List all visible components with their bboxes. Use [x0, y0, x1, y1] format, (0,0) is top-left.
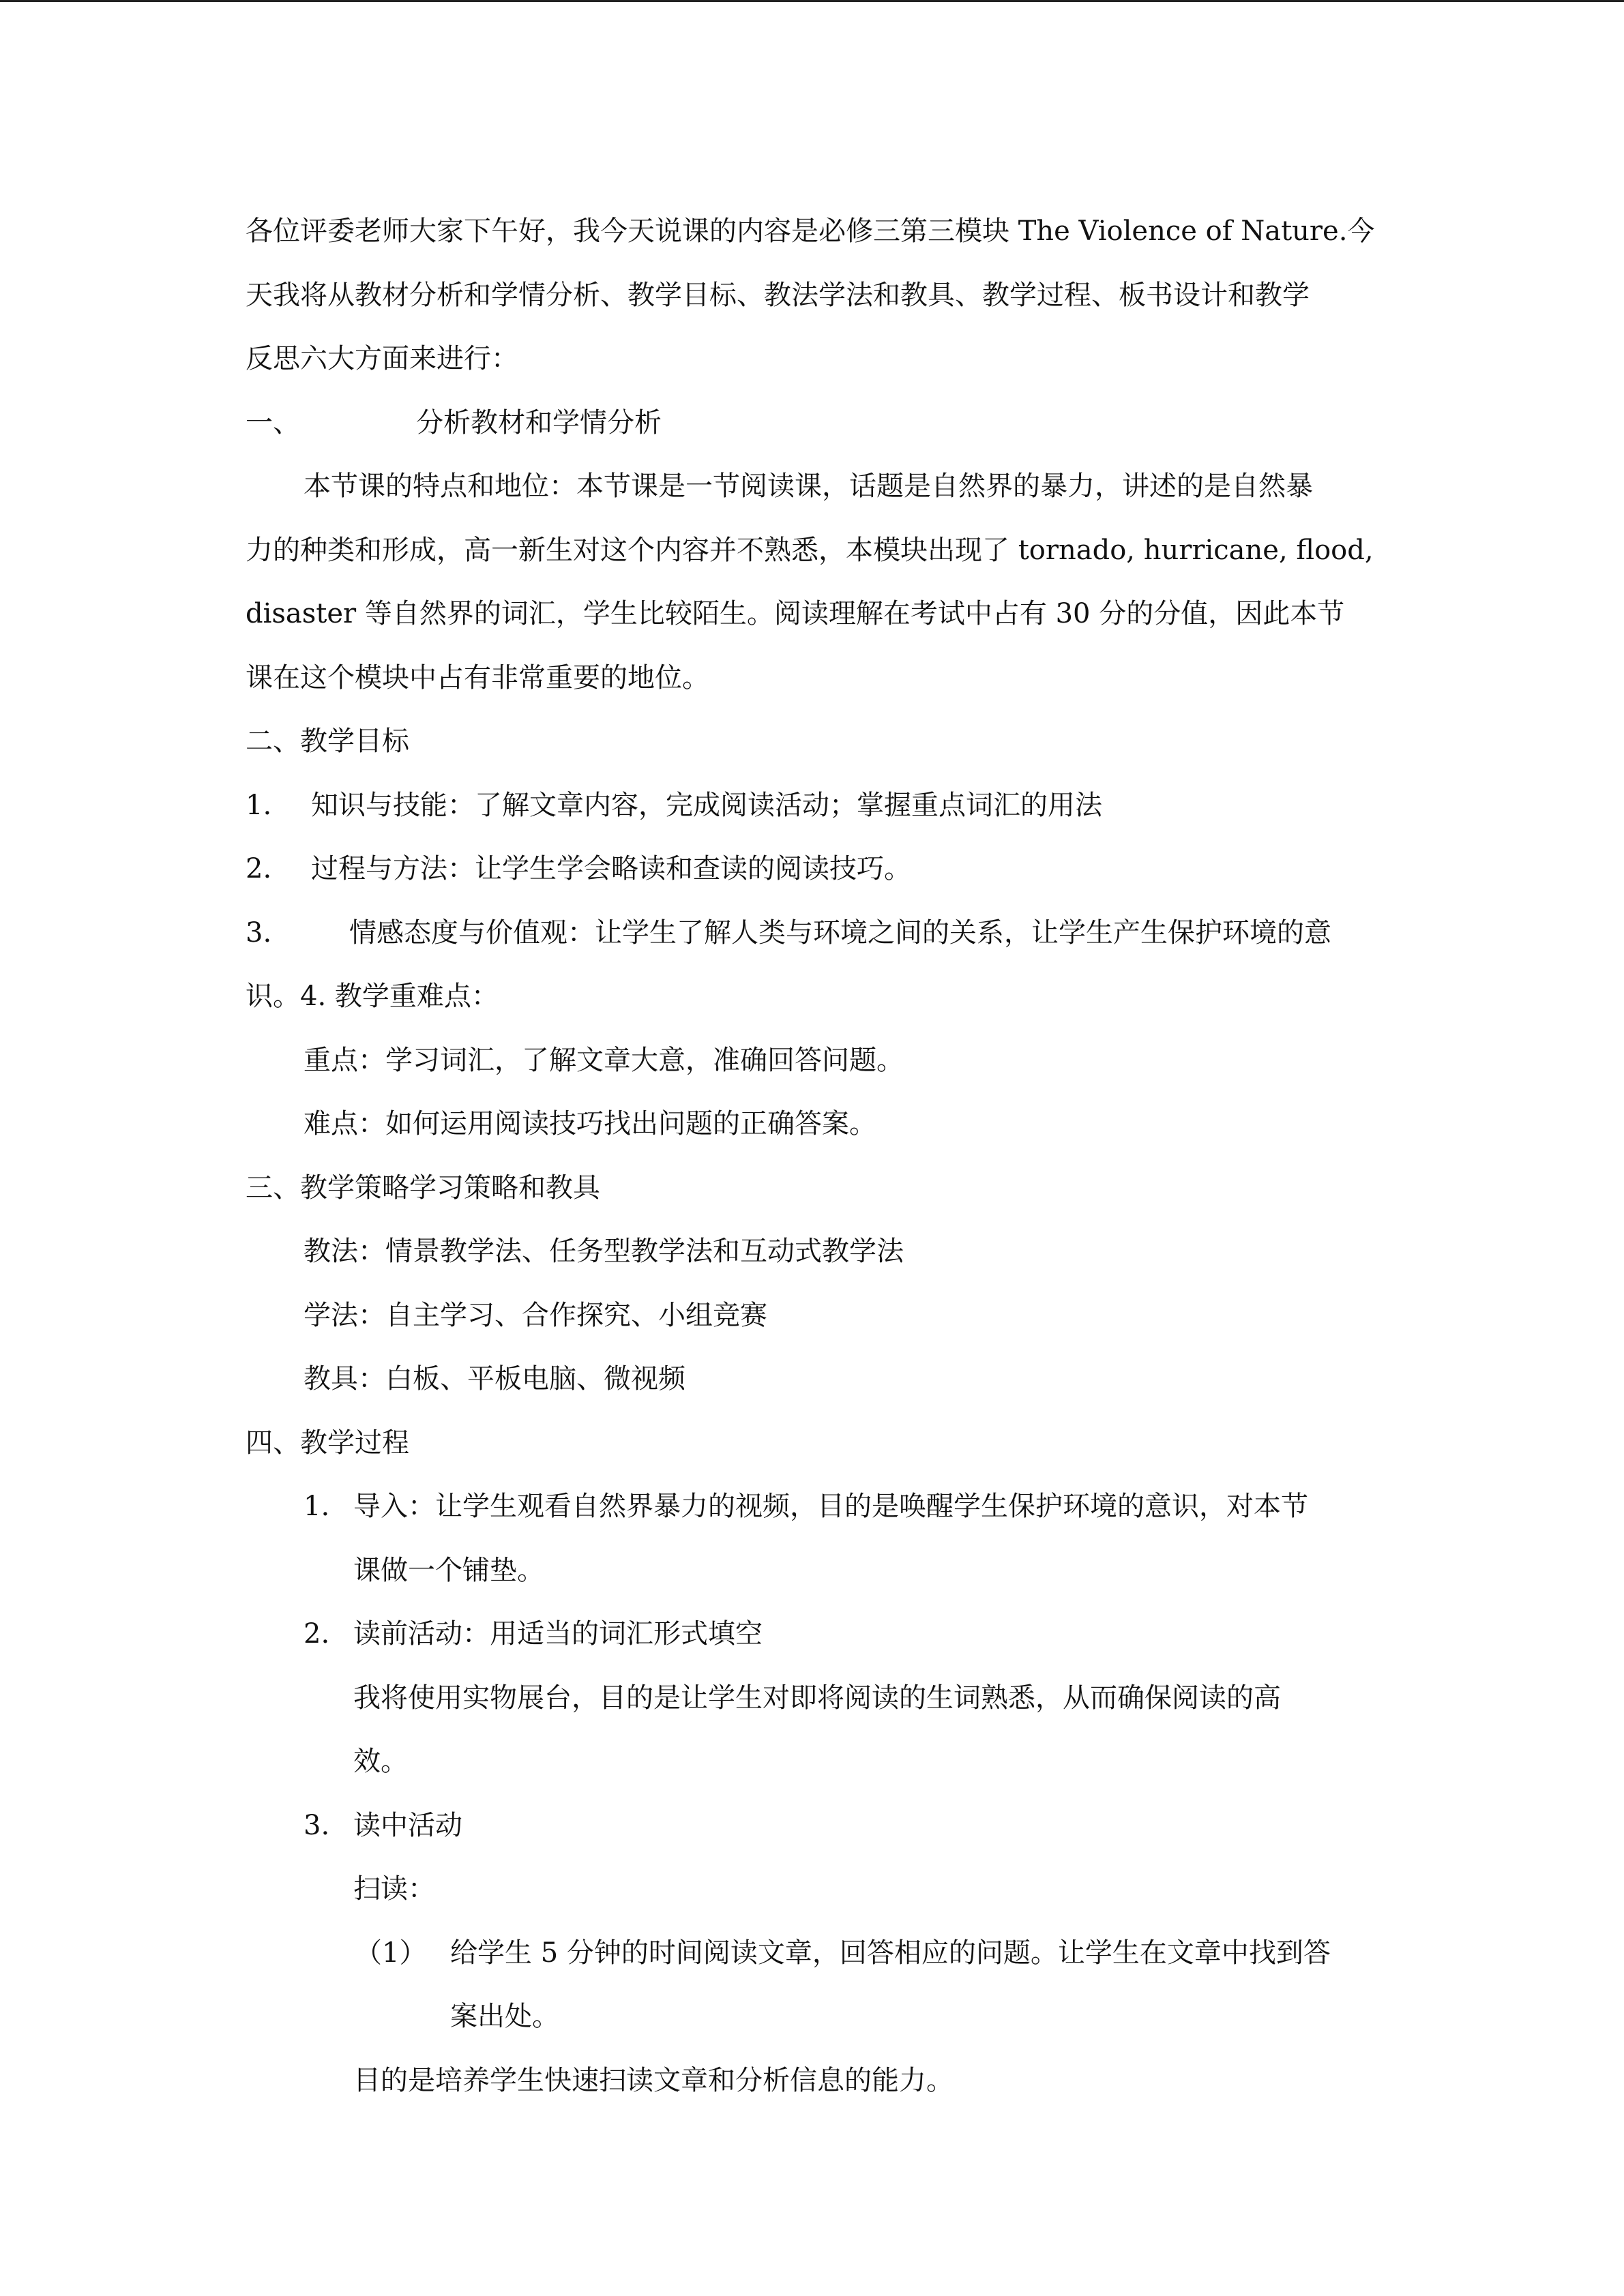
process-step-1-continued: 课做一个铺垫。: [353, 1554, 544, 1586]
document-body: [246, 200, 1378, 2113]
section-heading-1: [246, 391, 1378, 456]
teaching-method: 教法：情景教学法、任务型教学法和互动式教学法: [304, 1236, 904, 1267]
paragraph-line: 本节课的特点和地位：本节课是一节阅读课，话题是自然界的暴力，讲述的是自然暴: [304, 471, 1313, 502]
intro-line-1: 各位评委老师大家下午好，我今天说课的内容是必修三第三模块 The Violence of Nature.今: [246, 215, 1375, 247]
list-number: 3.: [304, 1809, 330, 1841]
process-step-1: 1. 导入：让学生观看自然界暴力的视频，目的是唤醒学生保护环境的意识，对本节: [246, 1475, 1378, 1539]
sub-item-1-continued: 案出处。: [450, 2001, 559, 2032]
paragraph-line: 课在这个模块中占有非常重要的地位。: [246, 661, 709, 694]
section-heading-3: 三、教学策略学习策略和教具: [246, 1172, 600, 1204]
process-step-2: 2. 读前活动：用适当的词汇形式填空: [246, 1602, 1378, 1667]
list-number: 3.: [246, 916, 272, 949]
key-point: 重点：学习词汇，了解文章大意，准确回答问题。: [304, 1044, 904, 1076]
paragraph-line: 力的种类和形成，高一新生对这个内容并不熟悉，本模块出现了 tornado, hurricane, flood,: [246, 534, 1374, 566]
difficult-point: 难点：如何运用阅读技巧找出问题的正确答案。: [304, 1108, 876, 1139]
goal-item-2: 2. 过程与方法：让学生学会略读和查读的阅读技巧。: [246, 837, 1378, 901]
list-number: 2.: [246, 853, 272, 884]
intro-line-3: 反思六大方面来进行：: [246, 343, 518, 374]
intro-line-2: 天我将从教材分析和学情分析、教学目标、教法学法和教具、教学过程、板书设计和教学: [246, 279, 1310, 311]
section-number: 一、: [246, 406, 300, 438]
process-step-2-detail: 我将使用实物展台，目的是让学生对即将阅读的生词熟悉，从而确保阅读的高: [353, 1682, 1281, 1714]
list-number: 1.: [304, 1491, 330, 1522]
scan-reading-label: 扫读：: [353, 1873, 435, 1905]
purpose-line: 目的是培养学生快速扫读文章和分析信息的能力。: [353, 2064, 954, 2096]
sub-item-1: （1） 给学生 5 分钟的时间阅读文章，回答相应的问题。让学生在文章中找到答: [246, 1922, 1378, 1986]
goal-item-3: 3. 情感态度与价值观：让学生了解人类与环境之间的关系，让学生产生保护环境的意: [246, 901, 1378, 966]
list-number: 2.: [304, 1618, 330, 1650]
process-step-2-detail: 效。: [353, 1746, 408, 1777]
goal-item-3-continued: 识。4. 教学重难点：: [246, 981, 499, 1012]
teaching-tools: 教具：白板、平板电脑、微视频: [304, 1363, 685, 1395]
learning-method: 学法：自主学习、合作探究、小组竞赛: [304, 1299, 767, 1331]
section-title: 分析教材和学情分析: [416, 406, 662, 438]
process-step-3: 3. 读中活动: [246, 1794, 1378, 1858]
list-number: （1）: [355, 1937, 427, 1969]
list-number: 1.: [246, 789, 272, 821]
section-heading-2: 二、教学目标: [246, 726, 409, 757]
section-heading-4: 四、教学过程: [246, 1427, 409, 1459]
goal-item-1: 1. 知识与技能：了解文章内容，完成阅读活动；掌握重点词汇的用法: [246, 774, 1378, 838]
paragraph-line: disaster 等自然界的词汇，学生比较陌生。阅读理解在考试中占有 30 分的分值，因此本节: [246, 598, 1345, 629]
